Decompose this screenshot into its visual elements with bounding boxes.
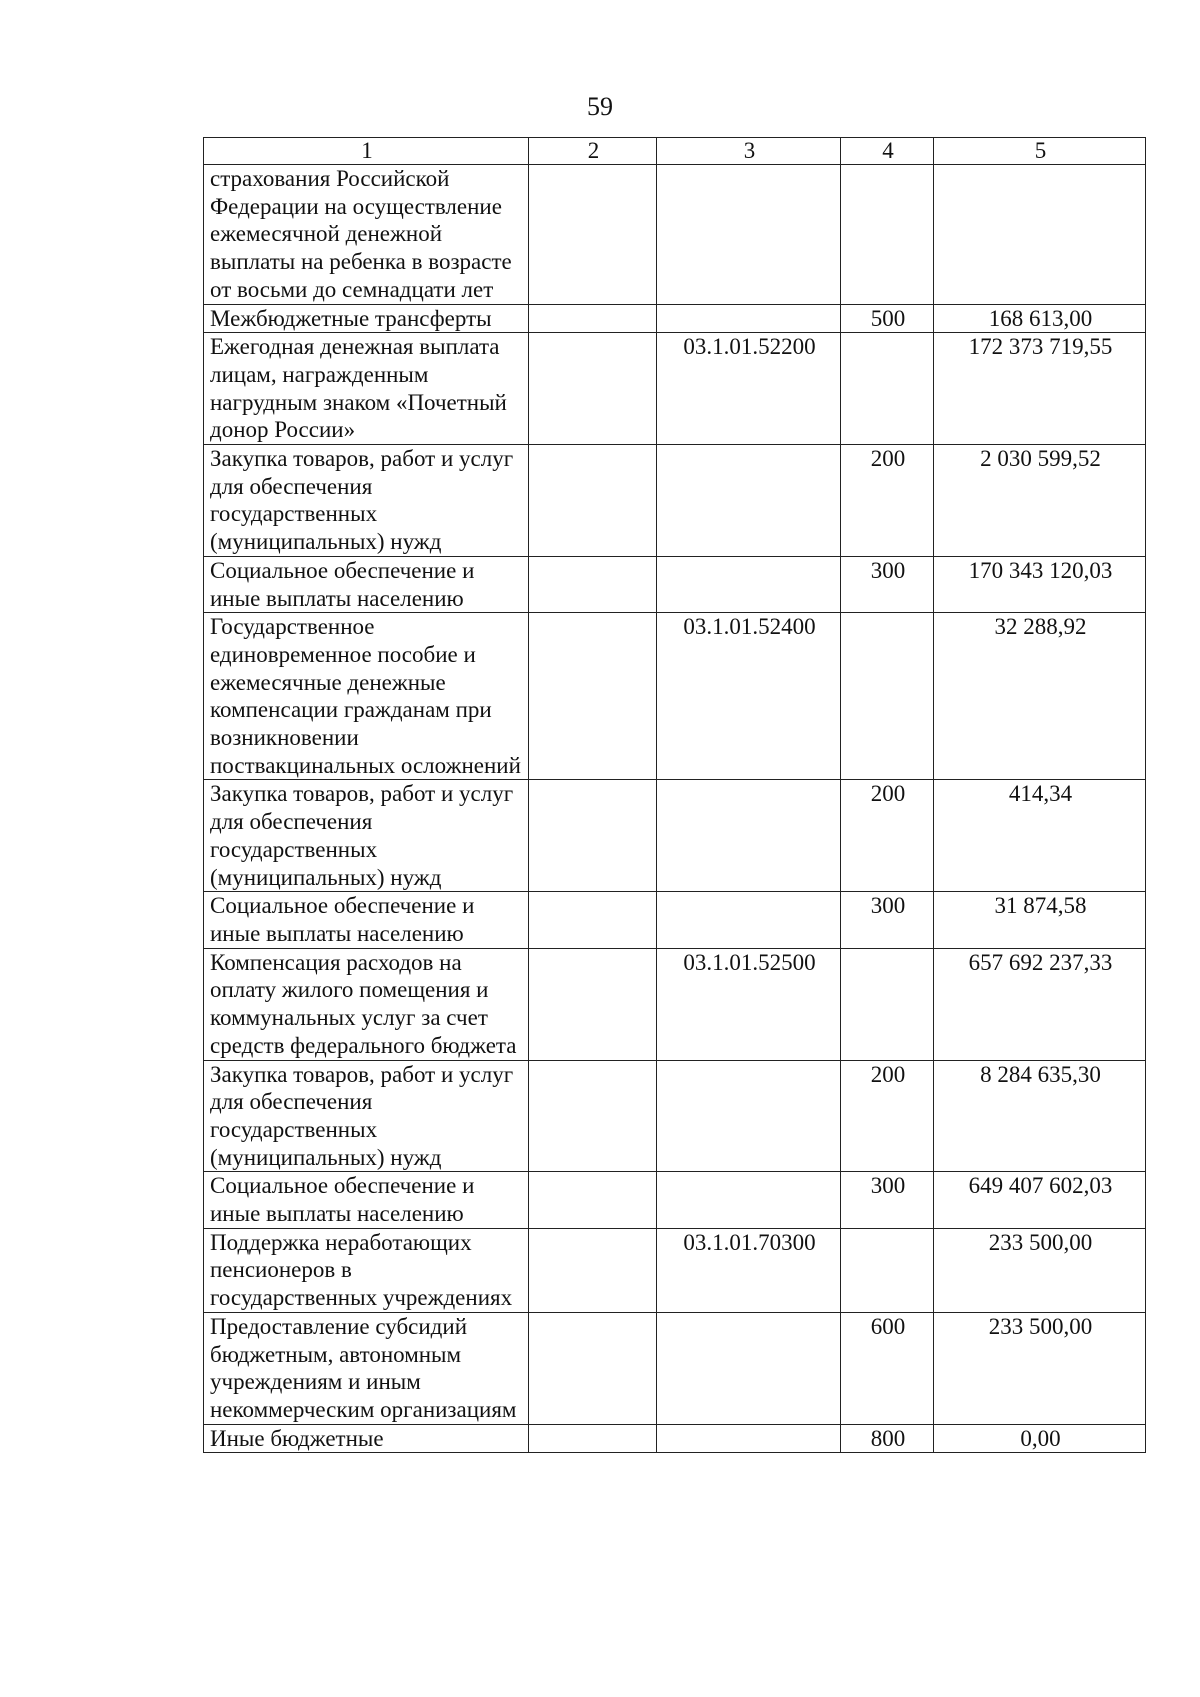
- target-code-cell: [657, 1172, 841, 1228]
- table-body: [204, 165, 1146, 1453]
- expense-type-cell: 500: [841, 304, 934, 333]
- column-2-cell: [529, 948, 657, 1060]
- amount-cell: 414,34: [934, 780, 1146, 892]
- expense-type-cell: 200: [841, 780, 934, 892]
- table-row: [204, 613, 1146, 780]
- expense-type-cell: 300: [841, 1172, 934, 1228]
- table-row: [204, 333, 1146, 445]
- amount-cell: 657 692 237,33: [934, 948, 1146, 1060]
- target-code-cell: 03.1.01.52500: [657, 948, 841, 1060]
- amount-cell: 2 030 599,52: [934, 445, 1146, 557]
- item-name-cell: Компенсация расходов на оплату жилого помещения и коммунальных услуг за счет средств федерального бюджета: [204, 948, 529, 1060]
- expense-type-cell: [841, 333, 934, 445]
- column-2-cell: [529, 304, 657, 333]
- column-2-cell: [529, 613, 657, 780]
- amount-cell: 168 613,00: [934, 304, 1146, 333]
- column-2-cell: [529, 1424, 657, 1453]
- table-row: [204, 165, 1146, 305]
- target-code-cell: [657, 1060, 841, 1172]
- target-code-cell: [657, 304, 841, 333]
- table-row: [204, 1312, 1146, 1424]
- column-2-cell: [529, 892, 657, 948]
- column-header: 4: [841, 138, 934, 165]
- column-2-cell: [529, 556, 657, 612]
- budget-table: [203, 137, 1146, 1453]
- column-2-cell: [529, 333, 657, 445]
- table-row: [204, 948, 1146, 1060]
- item-name-cell: Социальное обеспечение и иные выплаты населению: [204, 892, 529, 948]
- item-name-cell: Закупка товаров, работ и услуг для обеспечения государственных (муниципальных) нужд: [204, 780, 529, 892]
- target-code-cell: [657, 892, 841, 948]
- expense-type-cell: [841, 1228, 934, 1312]
- column-2-cell: [529, 445, 657, 557]
- table-row: [204, 556, 1146, 612]
- table-row: [204, 1424, 1146, 1453]
- amount-cell: 170 343 120,03: [934, 556, 1146, 612]
- target-code-cell: [657, 165, 841, 305]
- expense-type-cell: 300: [841, 556, 934, 612]
- table-row: [204, 445, 1146, 557]
- column-header: 3: [657, 138, 841, 165]
- target-code-cell: 03.1.01.52400: [657, 613, 841, 780]
- column-2-cell: [529, 1060, 657, 1172]
- column-2-cell: [529, 1172, 657, 1228]
- target-code-cell: [657, 780, 841, 892]
- column-header: 5: [934, 138, 1146, 165]
- table-row: [204, 304, 1146, 333]
- item-name-cell: Ежегодная денежная выплата лицам, награжденным нагрудным знаком «Почетный донор России»: [204, 333, 529, 445]
- column-2-cell: [529, 165, 657, 305]
- expense-type-cell: 300: [841, 892, 934, 948]
- expense-type-cell: [841, 613, 934, 780]
- target-code-cell: [657, 1424, 841, 1453]
- item-name-cell: Закупка товаров, работ и услуг для обеспечения государственных (муниципальных) нужд: [204, 1060, 529, 1172]
- target-code-cell: [657, 445, 841, 557]
- header-row: [204, 138, 1146, 165]
- expense-type-cell: [841, 165, 934, 305]
- amount-cell: 8 284 635,30: [934, 1060, 1146, 1172]
- item-name-cell: Предоставление субсидий бюджетным, автономным учреждениям и иным некоммерческим организациям: [204, 1312, 529, 1424]
- column-header: 2: [529, 138, 657, 165]
- table-row: [204, 1228, 1146, 1312]
- column-2-cell: [529, 1312, 657, 1424]
- item-name-cell: Социальное обеспечение и иные выплаты населению: [204, 1172, 529, 1228]
- amount-cell: 0,00: [934, 1424, 1146, 1453]
- expense-type-cell: 600: [841, 1312, 934, 1424]
- expense-type-cell: [841, 948, 934, 1060]
- table-row: [204, 1060, 1146, 1172]
- amount-cell: [934, 165, 1146, 305]
- target-code-cell: 03.1.01.52200: [657, 333, 841, 445]
- page-number: 59: [587, 92, 613, 121]
- amount-cell: 32 288,92: [934, 613, 1146, 780]
- expense-type-cell: 200: [841, 445, 934, 557]
- item-name-cell: Межбюджетные трансферты: [204, 304, 529, 333]
- amount-cell: 649 407 602,03: [934, 1172, 1146, 1228]
- item-name-cell: Поддержка неработающих пенсионеров в государственных учреждениях: [204, 1228, 529, 1312]
- column-2-cell: [529, 780, 657, 892]
- table-row: [204, 1172, 1146, 1228]
- amount-cell: 31 874,58: [934, 892, 1146, 948]
- table-row: [204, 780, 1146, 892]
- item-name-cell: Закупка товаров, работ и услуг для обеспечения государственных (муниципальных) нужд: [204, 445, 529, 557]
- expense-type-cell: 200: [841, 1060, 934, 1172]
- item-name-cell: Иные бюджетные: [204, 1424, 529, 1453]
- target-code-cell: [657, 1312, 841, 1424]
- item-name-cell: Государственное единовременное пособие и ежемесячные денежные компенсации гражданам при возникновении поствакцинальных осложнений: [204, 613, 529, 780]
- item-name-cell: Социальное обеспечение и иные выплаты населению: [204, 556, 529, 612]
- amount-cell: 233 500,00: [934, 1312, 1146, 1424]
- target-code-cell: [657, 556, 841, 612]
- item-name-cell: страхования Российской Федерации на осуществление ежемесячной денежной выплаты на ребенка в возрасте от восьми до семнадцати лет: [204, 165, 529, 305]
- target-code-cell: 03.1.01.70300: [657, 1228, 841, 1312]
- expense-type-cell: 800: [841, 1424, 934, 1453]
- amount-cell: 172 373 719,55: [934, 333, 1146, 445]
- column-2-cell: [529, 1228, 657, 1312]
- amount-cell: 233 500,00: [934, 1228, 1146, 1312]
- table-row: [204, 892, 1146, 948]
- column-header: 1: [204, 138, 529, 165]
